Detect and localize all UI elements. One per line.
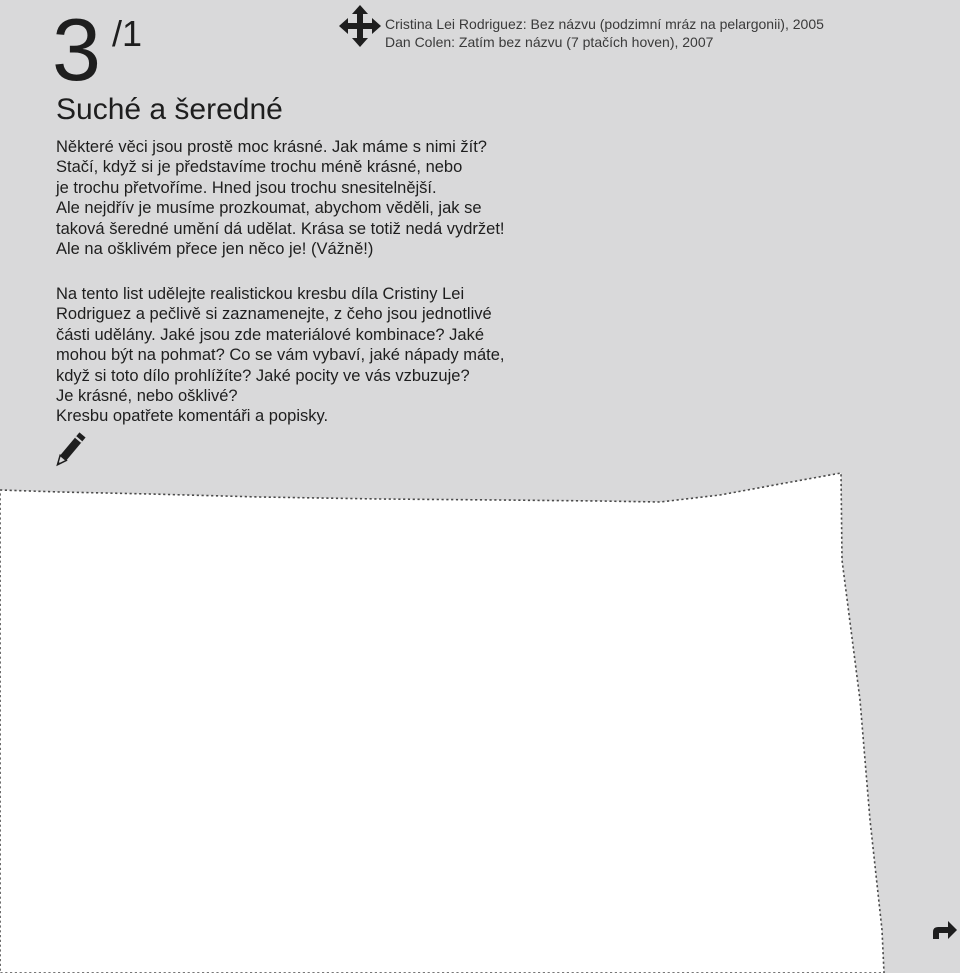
turn-page-arrow-icon[interactable] bbox=[930, 912, 958, 942]
intro-line: Některé věci jsou prostě moc krásné. Jak máme s nimi žít? bbox=[56, 138, 487, 156]
four-way-arrow-icon bbox=[338, 4, 382, 48]
chapter-number: 3 bbox=[52, 0, 99, 99]
intro-line: Stačí, když si je představíme trochu méně krásné, nebo bbox=[56, 158, 463, 177]
intro-line: taková šeredné umění dá udělat. Krása se totiž nedá vydržet! bbox=[56, 219, 505, 238]
intro-line: Ale na ošklivém přece jen něco je! (Vážně!) bbox=[56, 240, 374, 259]
intro-paragraph bbox=[56, 137, 505, 259]
task-paragraph bbox=[56, 284, 505, 427]
chapter-subnumber: /1 bbox=[112, 13, 143, 54]
intro-line: je trochu přetvoříme. Hned jsou trochu snesitelnější. bbox=[56, 178, 437, 197]
task-line: když si toto dílo prohlížíte? Jaké pocity ve vás vzbuzuje? bbox=[56, 366, 470, 385]
credit-line: Dan Colen: Zatím bez názvu (7 ptačích hoven), 2007 bbox=[385, 34, 714, 50]
drawing-sheet-paper bbox=[0, 473, 884, 973]
task-line: Na tento list udělejte realistickou kresbu díla Cristiny Lei bbox=[56, 285, 465, 303]
artwork-credits bbox=[385, 15, 824, 51]
intro-line: Ale nejdřív je musíme prozkoumat, abychom věděli, jak se bbox=[56, 199, 482, 218]
task-line: Kresbu opatřete komentáři a popisky. bbox=[56, 407, 329, 426]
page-title: Suché a šeredné bbox=[56, 93, 283, 126]
task-line: Je krásné, nebo ošklivé? bbox=[56, 387, 238, 406]
credit-line: Cristina Lei Rodriguez: Bez názvu (podzimní mráz na pelargonii), 2005 bbox=[385, 16, 824, 32]
task-line: mohou být na pohmat? Co se vám vybaví, jaké nápady máte, bbox=[56, 346, 505, 365]
task-line: Rodriguez a pečlivě si zaznamenejte, z čeho jsou jednotlivé bbox=[56, 305, 492, 324]
task-line: části udělány. Jaké jsou zde materiálové kombinace? Jaké bbox=[56, 325, 485, 344]
pencil-icon bbox=[50, 432, 88, 470]
